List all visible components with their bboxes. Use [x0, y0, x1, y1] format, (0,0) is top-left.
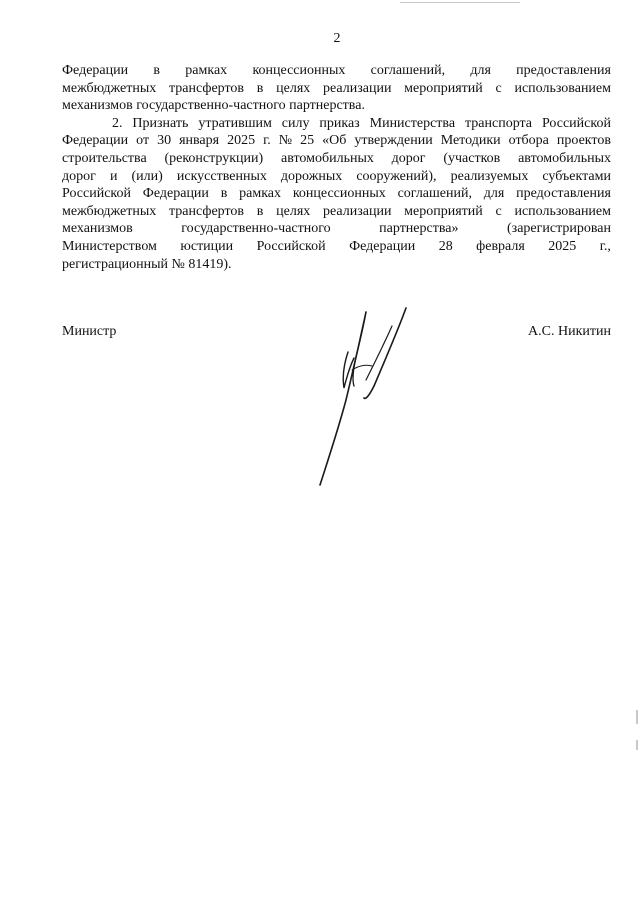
word: предоставления [516, 63, 611, 78]
word: в [256, 80, 264, 96]
text-line [62, 150, 611, 168]
word: механизмов [62, 221, 133, 237]
scan-edge-mark [400, 2, 520, 3]
word: реализации [323, 80, 392, 96]
word: автомобильных [518, 150, 611, 166]
word: трансфертов [169, 80, 245, 96]
word: субъектами [542, 168, 611, 184]
word: межбюджетных [62, 80, 157, 96]
word: января [179, 133, 220, 149]
word: утратившим [198, 115, 272, 131]
text-line [62, 62, 611, 80]
word: целях [276, 203, 311, 219]
word: концессионных [292, 186, 386, 202]
word: в [153, 63, 161, 78]
word: 30 [157, 133, 172, 149]
word: утверждении [354, 133, 433, 149]
word: межбюджетных [62, 203, 157, 219]
word: мероприятий [404, 203, 483, 219]
word: Федерации [62, 63, 129, 78]
text-line: механизмов государственно-частного партнерства. [62, 98, 365, 114]
signatory-title: Министр [62, 324, 117, 339]
text-line [62, 132, 611, 150]
text-line [62, 220, 611, 238]
word: приказ [319, 115, 360, 131]
word: Признать [132, 115, 189, 131]
handwritten-signature [308, 300, 418, 490]
word: использованием [514, 203, 611, 219]
word: г., [599, 238, 611, 254]
word: Российской [256, 238, 326, 254]
word: Министерством [62, 238, 157, 254]
word: Министерства [369, 115, 456, 131]
word: предоставления [516, 186, 611, 202]
word: соглашений, [370, 63, 446, 78]
word: Федерации [349, 238, 416, 254]
word: использованием [514, 80, 611, 96]
word: проектов [556, 133, 611, 149]
word: февраля [476, 238, 525, 254]
text-line [62, 203, 611, 221]
word: государственно-частного [181, 221, 331, 237]
word: Российской [541, 115, 611, 131]
word: от [136, 133, 150, 149]
word: с [495, 203, 502, 219]
text-line [62, 238, 611, 256]
text-line [62, 185, 611, 203]
word: для [470, 63, 491, 78]
page-number: 2 [333, 31, 341, 46]
word: силу [281, 115, 310, 131]
word: рамках [185, 63, 228, 78]
word: дорожных [280, 168, 343, 184]
word: (реконструкции) [164, 150, 264, 166]
word: Федерации [62, 133, 129, 149]
scan-edge-mark [636, 710, 638, 724]
word: 2025 [227, 133, 256, 149]
text-line [62, 168, 611, 186]
word: дорог [391, 150, 426, 166]
document-body [62, 62, 611, 273]
word: Федерации [142, 186, 209, 202]
word: автомобильных [280, 150, 374, 166]
text-line: регистрационный № 81419). [62, 256, 232, 272]
word: в [256, 203, 264, 219]
word: реализуемых [450, 168, 529, 184]
word: соглашений, [397, 186, 472, 202]
word: «Об [322, 133, 347, 149]
word: отбора [508, 133, 549, 149]
word: 2025 [548, 238, 577, 254]
signatory-name: А.С. Никитин [528, 324, 611, 339]
scan-edge-mark [636, 740, 638, 750]
word: (зарегистрирован [507, 221, 611, 237]
word: партнерства» [379, 221, 459, 237]
word: в [220, 186, 228, 202]
word: (или) [131, 168, 163, 184]
word: юстиции [180, 238, 234, 254]
word: № [278, 133, 293, 149]
word: реализации [323, 203, 392, 219]
word: концессионных [252, 63, 346, 78]
word: искусственных [176, 168, 267, 184]
text-line [62, 115, 611, 133]
word: 2. [112, 115, 123, 131]
word: дорог [62, 168, 96, 184]
word: мероприятий [404, 80, 483, 96]
word: сооружений), [356, 168, 437, 184]
word: с [495, 80, 502, 96]
word: транспорта [465, 115, 533, 131]
word: рамках [239, 186, 282, 202]
word: трансфертов [169, 203, 245, 219]
word: и [109, 168, 118, 184]
word: г. [263, 133, 271, 149]
word: строительства [62, 150, 147, 166]
word: Российской [62, 186, 131, 202]
word: для [483, 186, 505, 202]
word: (участков [443, 150, 501, 166]
word: Методики [440, 133, 501, 149]
text-line [62, 80, 611, 98]
word: целях [276, 80, 311, 96]
word: 25 [300, 133, 315, 149]
word: 28 [438, 238, 453, 254]
